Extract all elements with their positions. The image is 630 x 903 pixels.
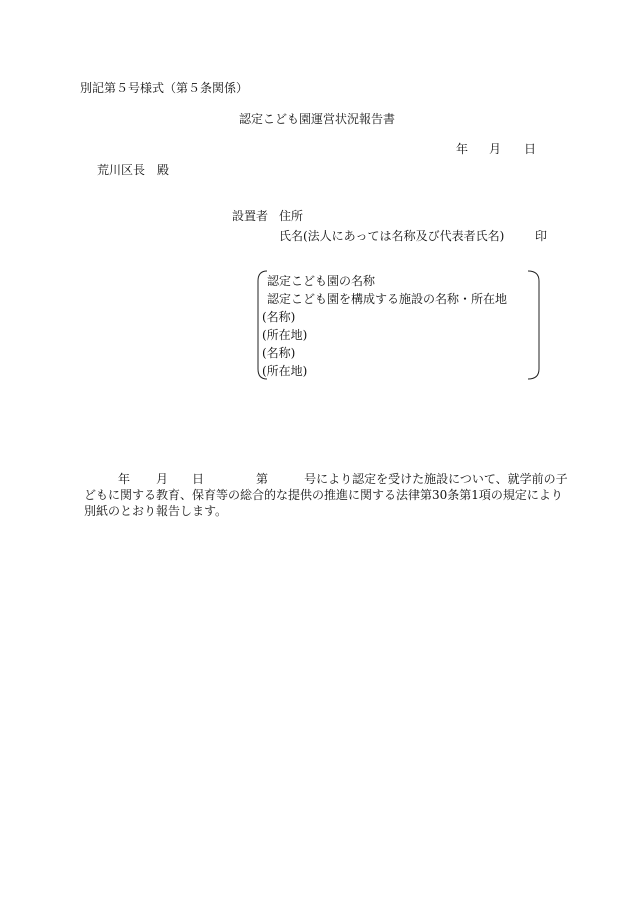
installer-name-label: 氏名(法人にあっては名称及び代表者氏名) xyxy=(279,229,505,243)
statement-year-label: 年 xyxy=(118,472,131,486)
date-month-label: 月 xyxy=(489,142,502,156)
form-number: 別記第５号様式（第５条関係） xyxy=(80,81,249,95)
statement-day-label: 日 xyxy=(192,472,205,486)
addressee: 荒川区長 殿 xyxy=(97,163,170,177)
seal-mark: 印 xyxy=(535,229,548,243)
right-bracket xyxy=(528,271,539,379)
statement-month-label: 月 xyxy=(156,472,169,486)
facility-name-label: 認定こども園の名称 xyxy=(267,274,376,288)
statement-line-1-text: 号により認定を受けた施設について、就学前の子 xyxy=(304,472,568,486)
installer-label: 設置者 xyxy=(232,209,269,223)
facility-entry-location: (所在地) xyxy=(262,328,308,342)
date-year-label: 年 xyxy=(456,142,469,156)
statement-line-1 xyxy=(118,471,568,487)
facility-entry-name: (名称) xyxy=(262,346,296,360)
facility-bracket-box xyxy=(256,270,542,380)
statement-line-2: どもに関する教育、保育等の総合的な提供の推進に関する法律第30条第1項の規定により xyxy=(84,488,563,502)
installer-address-label: 住所 xyxy=(279,209,304,223)
date-day-label: 日 xyxy=(524,142,537,156)
statement-number-prefix: 第 xyxy=(256,472,269,486)
statement-line-3: 別紙のとおり報告します。 xyxy=(84,504,228,518)
facility-composition-label: 認定こども園を構成する施設の名称・所在地 xyxy=(267,292,508,306)
facility-entry-location: (所在地) xyxy=(262,364,308,378)
facility-entry-name: (名称) xyxy=(262,310,296,324)
document-title: 認定こども園運営状況報告書 xyxy=(239,112,396,126)
